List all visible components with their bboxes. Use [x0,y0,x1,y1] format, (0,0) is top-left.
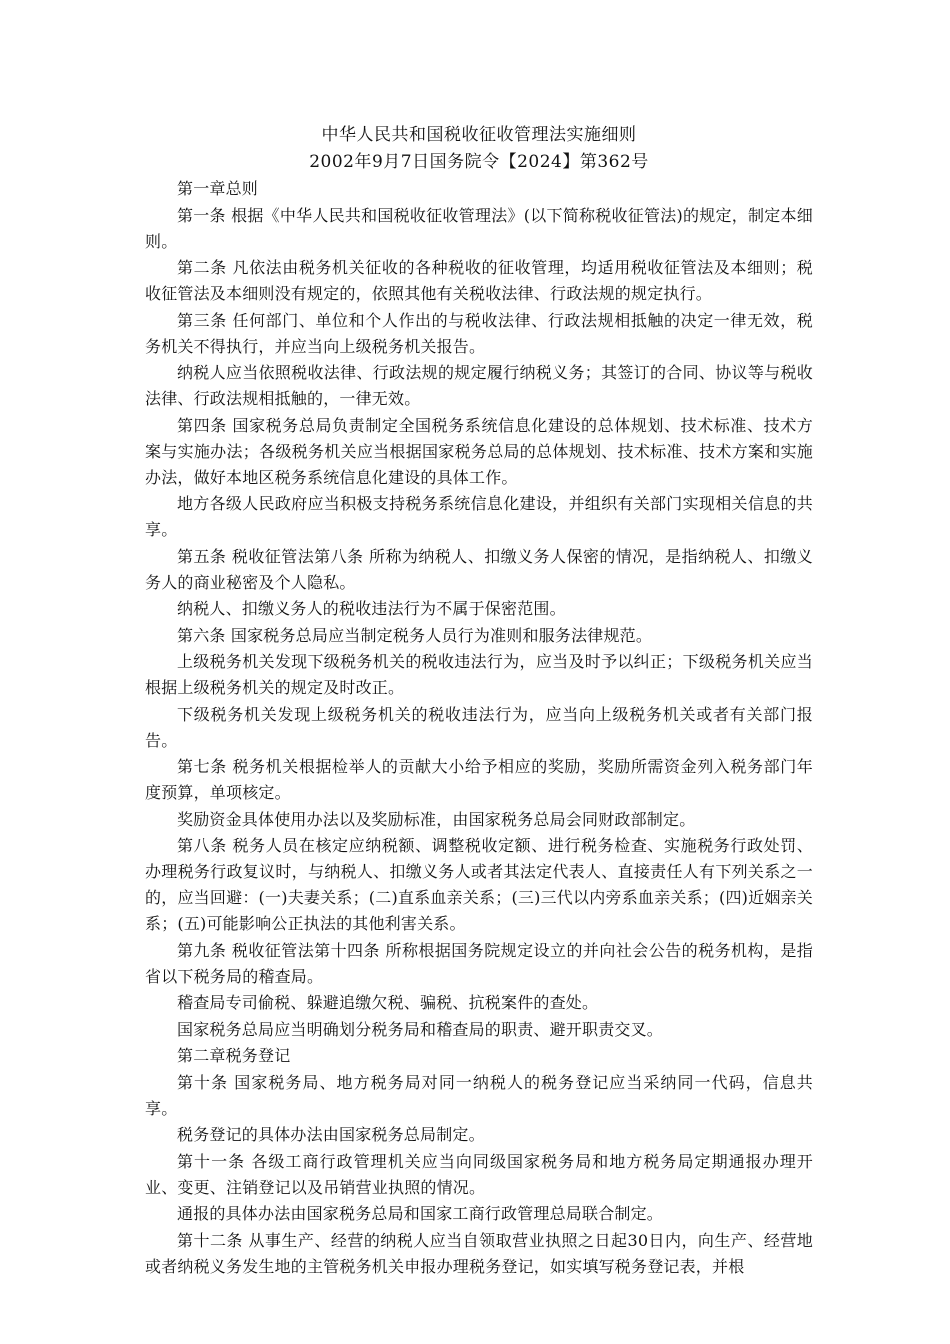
paragraph: 第十条 国家税务局、地方税务局对同一纳税人的税务登记应当采纳同一代码，信息共享。 [145,1072,813,1118]
paragraph: 第一条 根据《中华人民共和国税收征收管理法》(以下简称税收征管法)的规定，制定本细则。 [145,205,813,251]
paragraph: 纳税人、扣缴义务人的税收违法行为不属于保密范围。 [177,599,566,618]
paragraph: 第一章总则 [177,179,259,198]
paragraph: 国家税务总局应当明确划分税务局和稽查局的职责、避开职责交叉。 [177,1019,664,1039]
paragraph: 第六条 国家税务总局应当制定税务人员行为准则和服务法律规范。 [177,625,653,645]
paragraph: 第五条 税收征管法第八条 所称为纳税人、扣缴义务人保密的情况，是指纳税人、扣缴义务人的商业秘密及个人隐私。 [145,546,813,592]
paragraph: 第八条 税务人员在核定应纳税额、调整税收定额、进行税务检查、实施税务行政处罚、办理税务行政复议时，与纳税人、扣缴义务人或者其法定代表人、直接责任人有下列关系之一的，应当回避：(一)夫妻关系；(二)直系血亲关系；(三)三代以内旁系血亲关系；(四)近姻亲关系；(五)可能影响公正执法的其他利害关系。 [145,836,813,933]
paragraph: 第七条 税务机关根据检举人的贡献大小给予相应的奖励，奖励所需资金列入税务部门年度预算，单项核定。 [145,757,813,802]
paragraph: 第二章税务登记 [177,1046,291,1065]
paragraph: 第三条 任何部门、单位和个人作出的与税收法律、行政法规相抵触的决定一律无效，税务机关不得执行，并应当向上级税务机关报告。 [145,310,813,356]
paragraph-list [145,176,813,1280]
paragraph: 地方各级人民政府应当积极支持税务系统信息化建设，并组织有关部门实现相关信息的共享。 [145,494,813,539]
paragraph: 通报的具体办法由国家税务总局和国家工商行政管理总局联合制定。 [177,1204,664,1223]
paragraph: 第九条 税收征管法第十四条 所称根据国务院规定设立的并向社会公告的税务机构，是指省以下税务局的稽查局。 [145,940,813,986]
paragraph: 稽查局专司偷税、躲避追缴欠税、骗税、抗税案件的查处。 [177,993,599,1012]
paragraph: 下级税务机关发现上级税务机关的税收违法行为，应当向上级税务机关或者有关部门报告。 [145,704,813,750]
paragraph: 奖励资金具体使用办法以及奖励标准，由国家税务总局会同财政部制定。 [177,809,696,829]
paragraph: 税务登记的具体办法由国家税务总局制定。 [177,1125,485,1144]
paragraph: 上级税务机关发现下级税务机关的税收违法行为，应当及时予以纠正；下级税务机关应当根据上级税务机关的规定及时改正。 [145,652,813,697]
paragraph: 第十一条 各级工商行政管理机关应当向同级国家税务局和地方税务局定期通报办理开业、变更、注销登记以及吊销营业执照的情况。 [145,1151,813,1197]
paragraph: 第四条 国家税务总局负责制定全国税务系统信息化建设的总体规划、技术标准、技术方案与实施办法；各级税务机关应当根据国家税务总局的总体规划、技术标准、技术方案和实施办法，做好本地区税务系统信息化建设的具体工作。 [145,415,813,487]
paragraph: 第十二条 从事生产、经营的纳税人应当自领取营业执照之日起30日内，向生产、经营地或者纳税义务发生地的主管税务机关申报办理税务登记，如实填写税务登记表，并根 [145,1230,813,1276]
document-body [145,122,813,1280]
document-title: 中华人民共和国税收征收管理法实施细则 [321,125,637,145]
paragraph: 纳税人应当依照税收法律、行政法规的规定履行纳税义务；其签订的合同、协议等与税收法律、行政法规相抵触的，一律无效。 [145,363,813,408]
document-subtitle: 2002年9月7日国务院令【2024】第362号 [309,152,649,172]
paragraph: 第二条 凡依法由税务机关征收的各种税收的征收管理，均适用税收征管法及本细则；税收征管法及本细则没有规定的，依照其他有关税收法律、行政法规的规定执行。 [145,258,813,303]
